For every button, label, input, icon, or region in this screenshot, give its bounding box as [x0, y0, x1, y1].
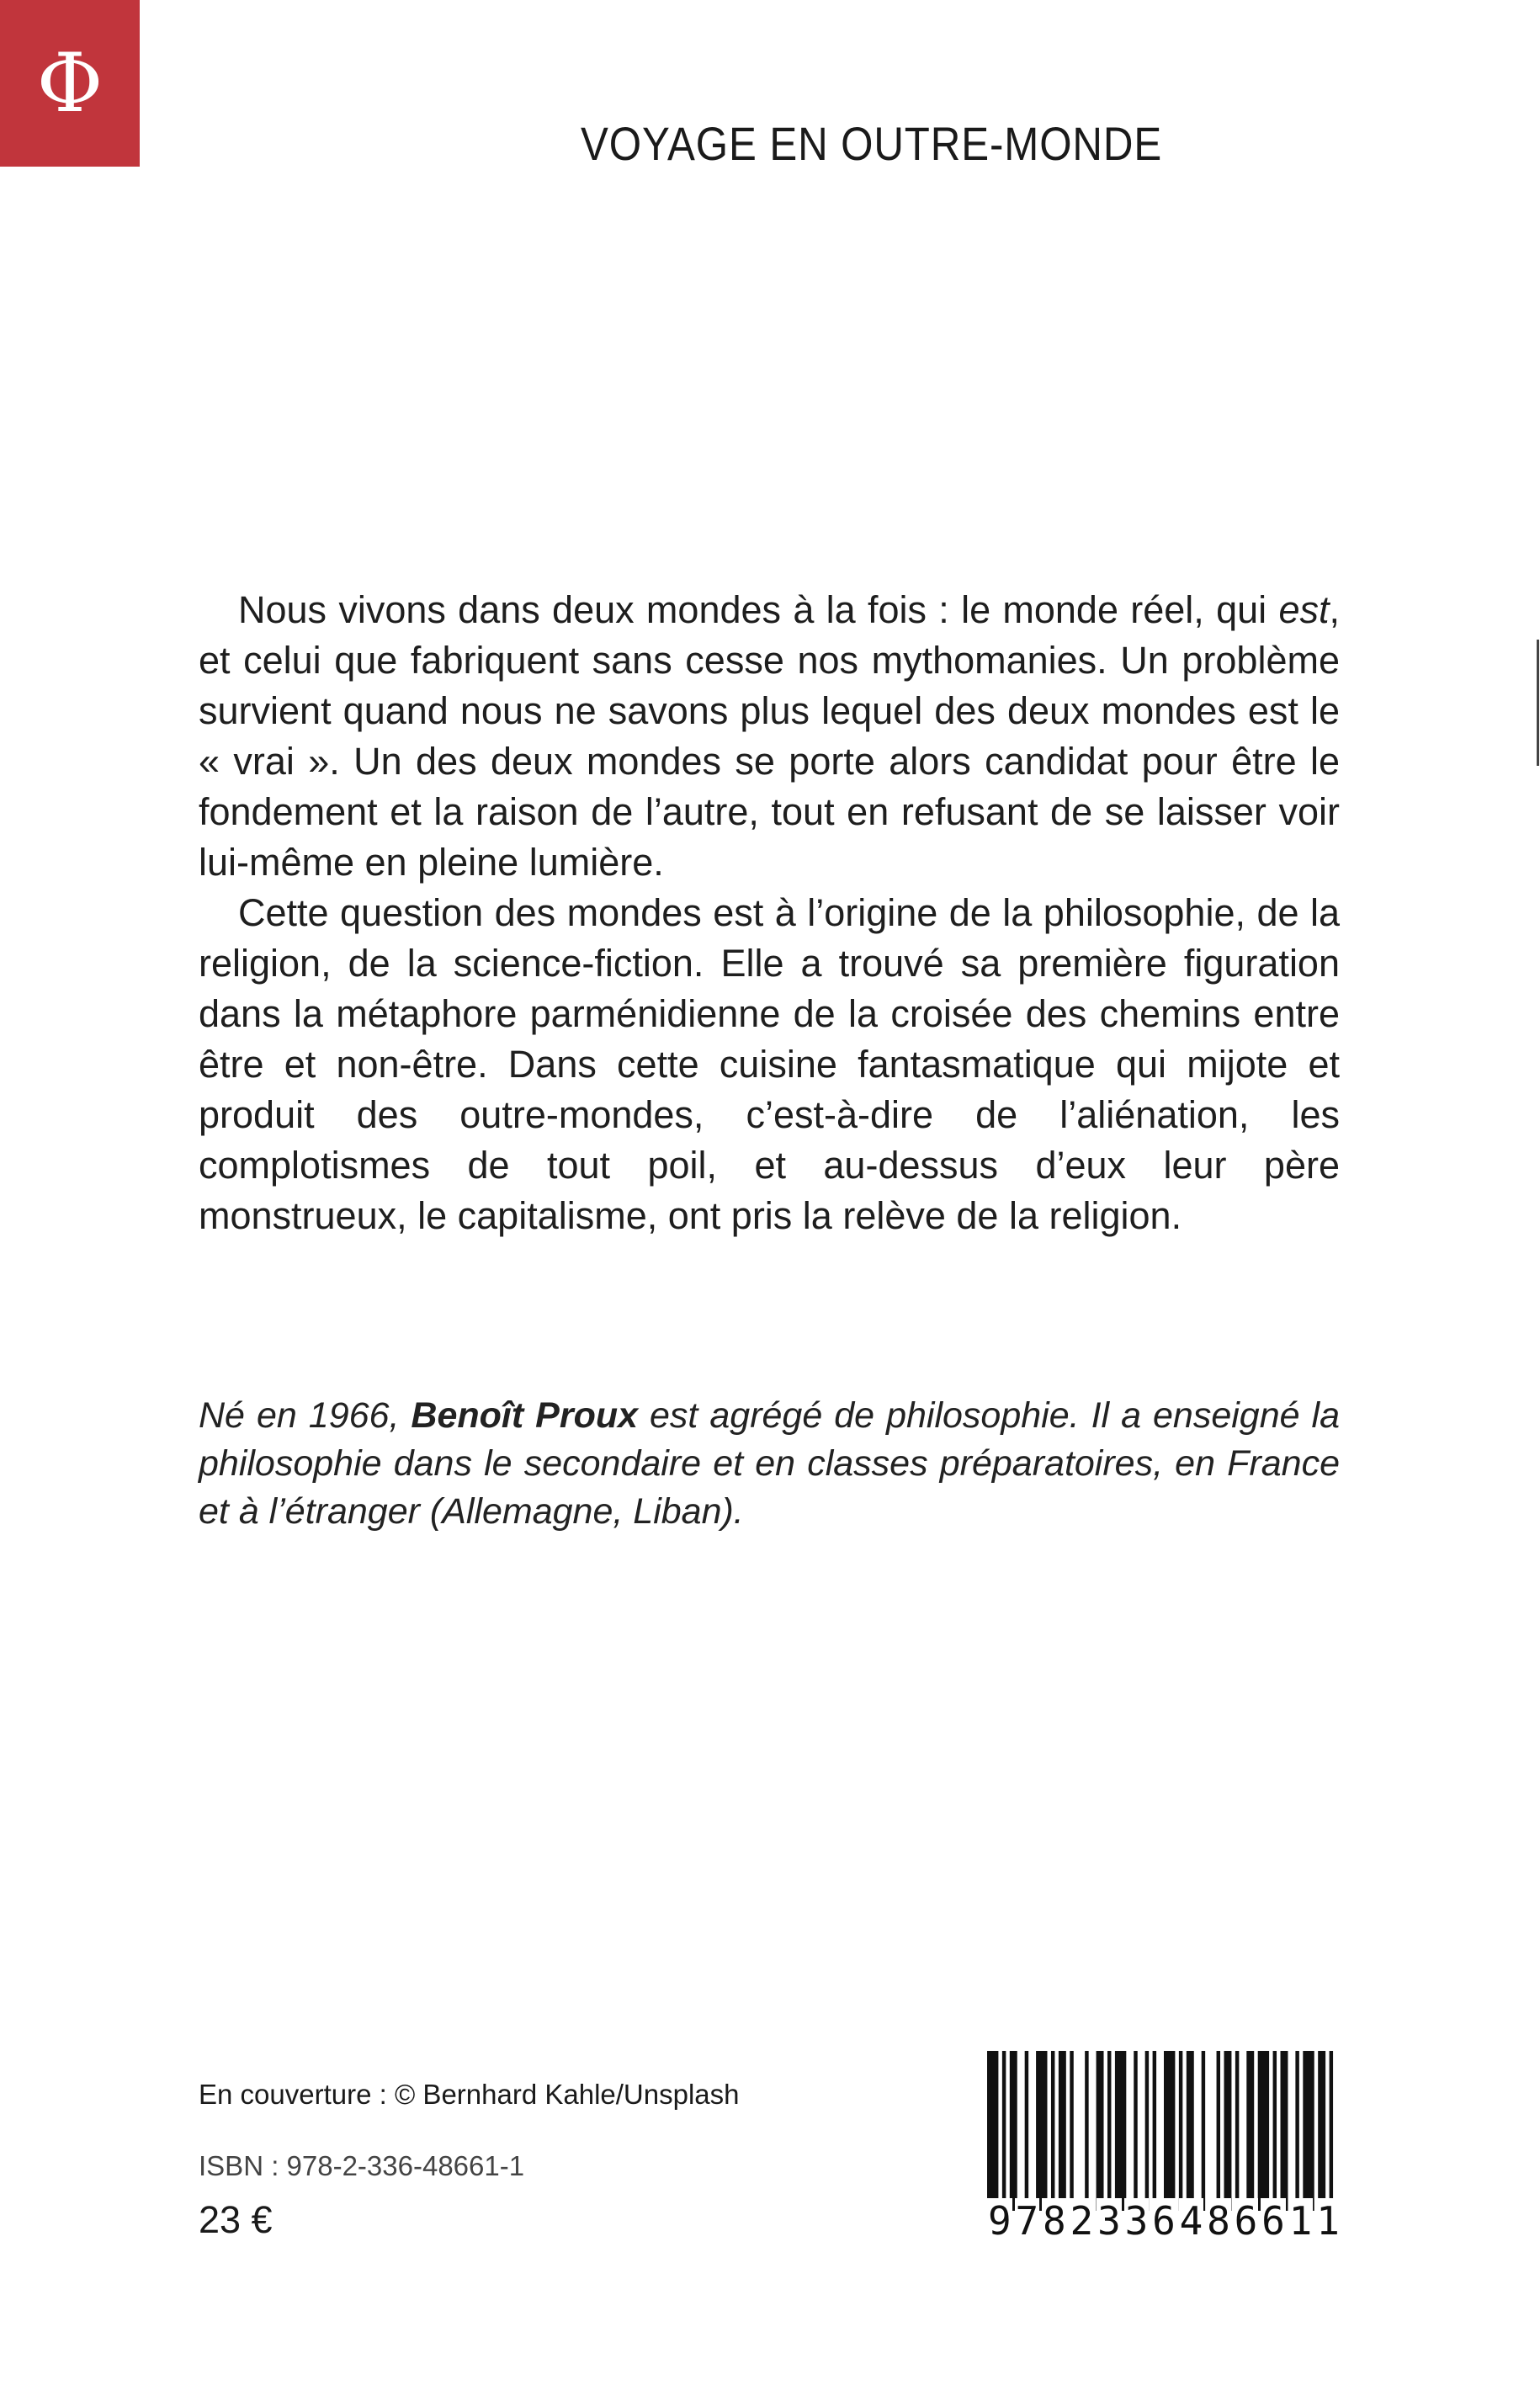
- summary-paragraph-1: Nous vivons dans deux mondes à la fois : le monde réel, qui est, et celui que fabriquent sans cesse nos mythomanies. Un problème survient quand nous ne savons plus lequel des deux mondes est le « vrai ». Un des deux mondes se porte alors candidat pour être le fondement et la raison de l’autre, tout en refusant de se laisser voir lui-même en pleine lumière.: [199, 588, 1340, 884]
- barcode-bar: [1107, 2051, 1111, 2211]
- barcode-bar: [1059, 2051, 1066, 2211]
- barcode-digits: [987, 2198, 1341, 2244]
- barcode-digit: 7: [1015, 2198, 1039, 2244]
- barcode-bar: [1217, 2051, 1220, 2211]
- barcode-bar: [1134, 2051, 1137, 2211]
- barcode-bar: [1224, 2051, 1231, 2211]
- barcode-bar: [1179, 2051, 1182, 2211]
- spine-edge-mark: [1537, 640, 1539, 766]
- cover-credit: En couverture : © Bernhard Kahle/Unsplash: [199, 2079, 740, 2110]
- barcode-digit: 6: [1152, 2198, 1176, 2244]
- barcode-bar: [1085, 2051, 1088, 2211]
- barcode-digit: 4: [1179, 2198, 1203, 2244]
- barcode-digit: 8: [1043, 2198, 1066, 2244]
- barcode-digit: 3: [1124, 2198, 1149, 2244]
- isbn-text: ISBN : 978-2-336-48661-1: [199, 2150, 525, 2181]
- barcode-bar: [1258, 2051, 1269, 2211]
- barcode-bar: [1115, 2051, 1126, 2211]
- price-text: 23 €: [199, 2198, 273, 2241]
- summary-paragraph-2: Cette question des mondes est à l’origine de la philosophie, de la religion, de la science-fiction. Elle a trouvé sa première figuration dans la métaphore parménidienne de la croisée des chemins entre être et non-être. Dans cette cuisine fantasmatique qui mijote et produit des outre-mondes, c’est-à-dire de l’aliénation, les complotismes de tout poil, et au-dessus d’eux leur père monstrueux, le capitalisme, ont pris la relève de la religion.: [199, 891, 1340, 1237]
- author-name: Benoît Proux: [411, 1395, 639, 1436]
- barcode-bar: [1070, 2051, 1073, 2211]
- barcode-digit: 1: [1316, 2198, 1340, 2244]
- barcode-bar: [1281, 2051, 1288, 2211]
- barcode-digit: 6: [1261, 2198, 1285, 2244]
- barcode-bar: [1202, 2051, 1205, 2211]
- barcode-digit: 1: [1288, 2198, 1313, 2244]
- barcode-bar: [1051, 2051, 1054, 2211]
- emphasis-est: est: [1278, 588, 1330, 631]
- barcode-digit: 6: [1234, 2198, 1258, 2244]
- barcode-bar: [1273, 2051, 1277, 2211]
- barcode-bar: [1025, 2051, 1028, 2211]
- barcode-bar: [1246, 2051, 1254, 2211]
- barcode-bar: [1303, 2051, 1314, 2211]
- summary-text: [199, 585, 1340, 1241]
- barcode-bar: [1295, 2051, 1298, 2211]
- barcode-digit: 3: [1097, 2198, 1121, 2244]
- barcode-bar: [1097, 2051, 1104, 2211]
- barcode-digit: 8: [1207, 2198, 1230, 2244]
- barcode-bar: [1145, 2051, 1149, 2211]
- book-title: VOYAGE EN OUTRE-MONDE: [581, 117, 1163, 170]
- barcode-bar: [1010, 2051, 1017, 2211]
- publisher-logo: [0, 0, 140, 167]
- barcode-bar: [1187, 2051, 1194, 2211]
- phi-logo-icon: Φ: [36, 36, 104, 130]
- barcode-bar: [1036, 2051, 1047, 2211]
- barcode-bar: [1235, 2051, 1239, 2211]
- barcode-digit: 2: [1070, 2198, 1094, 2244]
- author-bio: Né en 1966, Benoît Proux est agrégé de philosophie. Il a enseigné la philosophie dans le secondaire et en classes préparatoires, en France et à l’étranger (Allemagne, Liban).: [199, 1395, 1340, 1532]
- barcode-digit: 9: [988, 2198, 1012, 2244]
